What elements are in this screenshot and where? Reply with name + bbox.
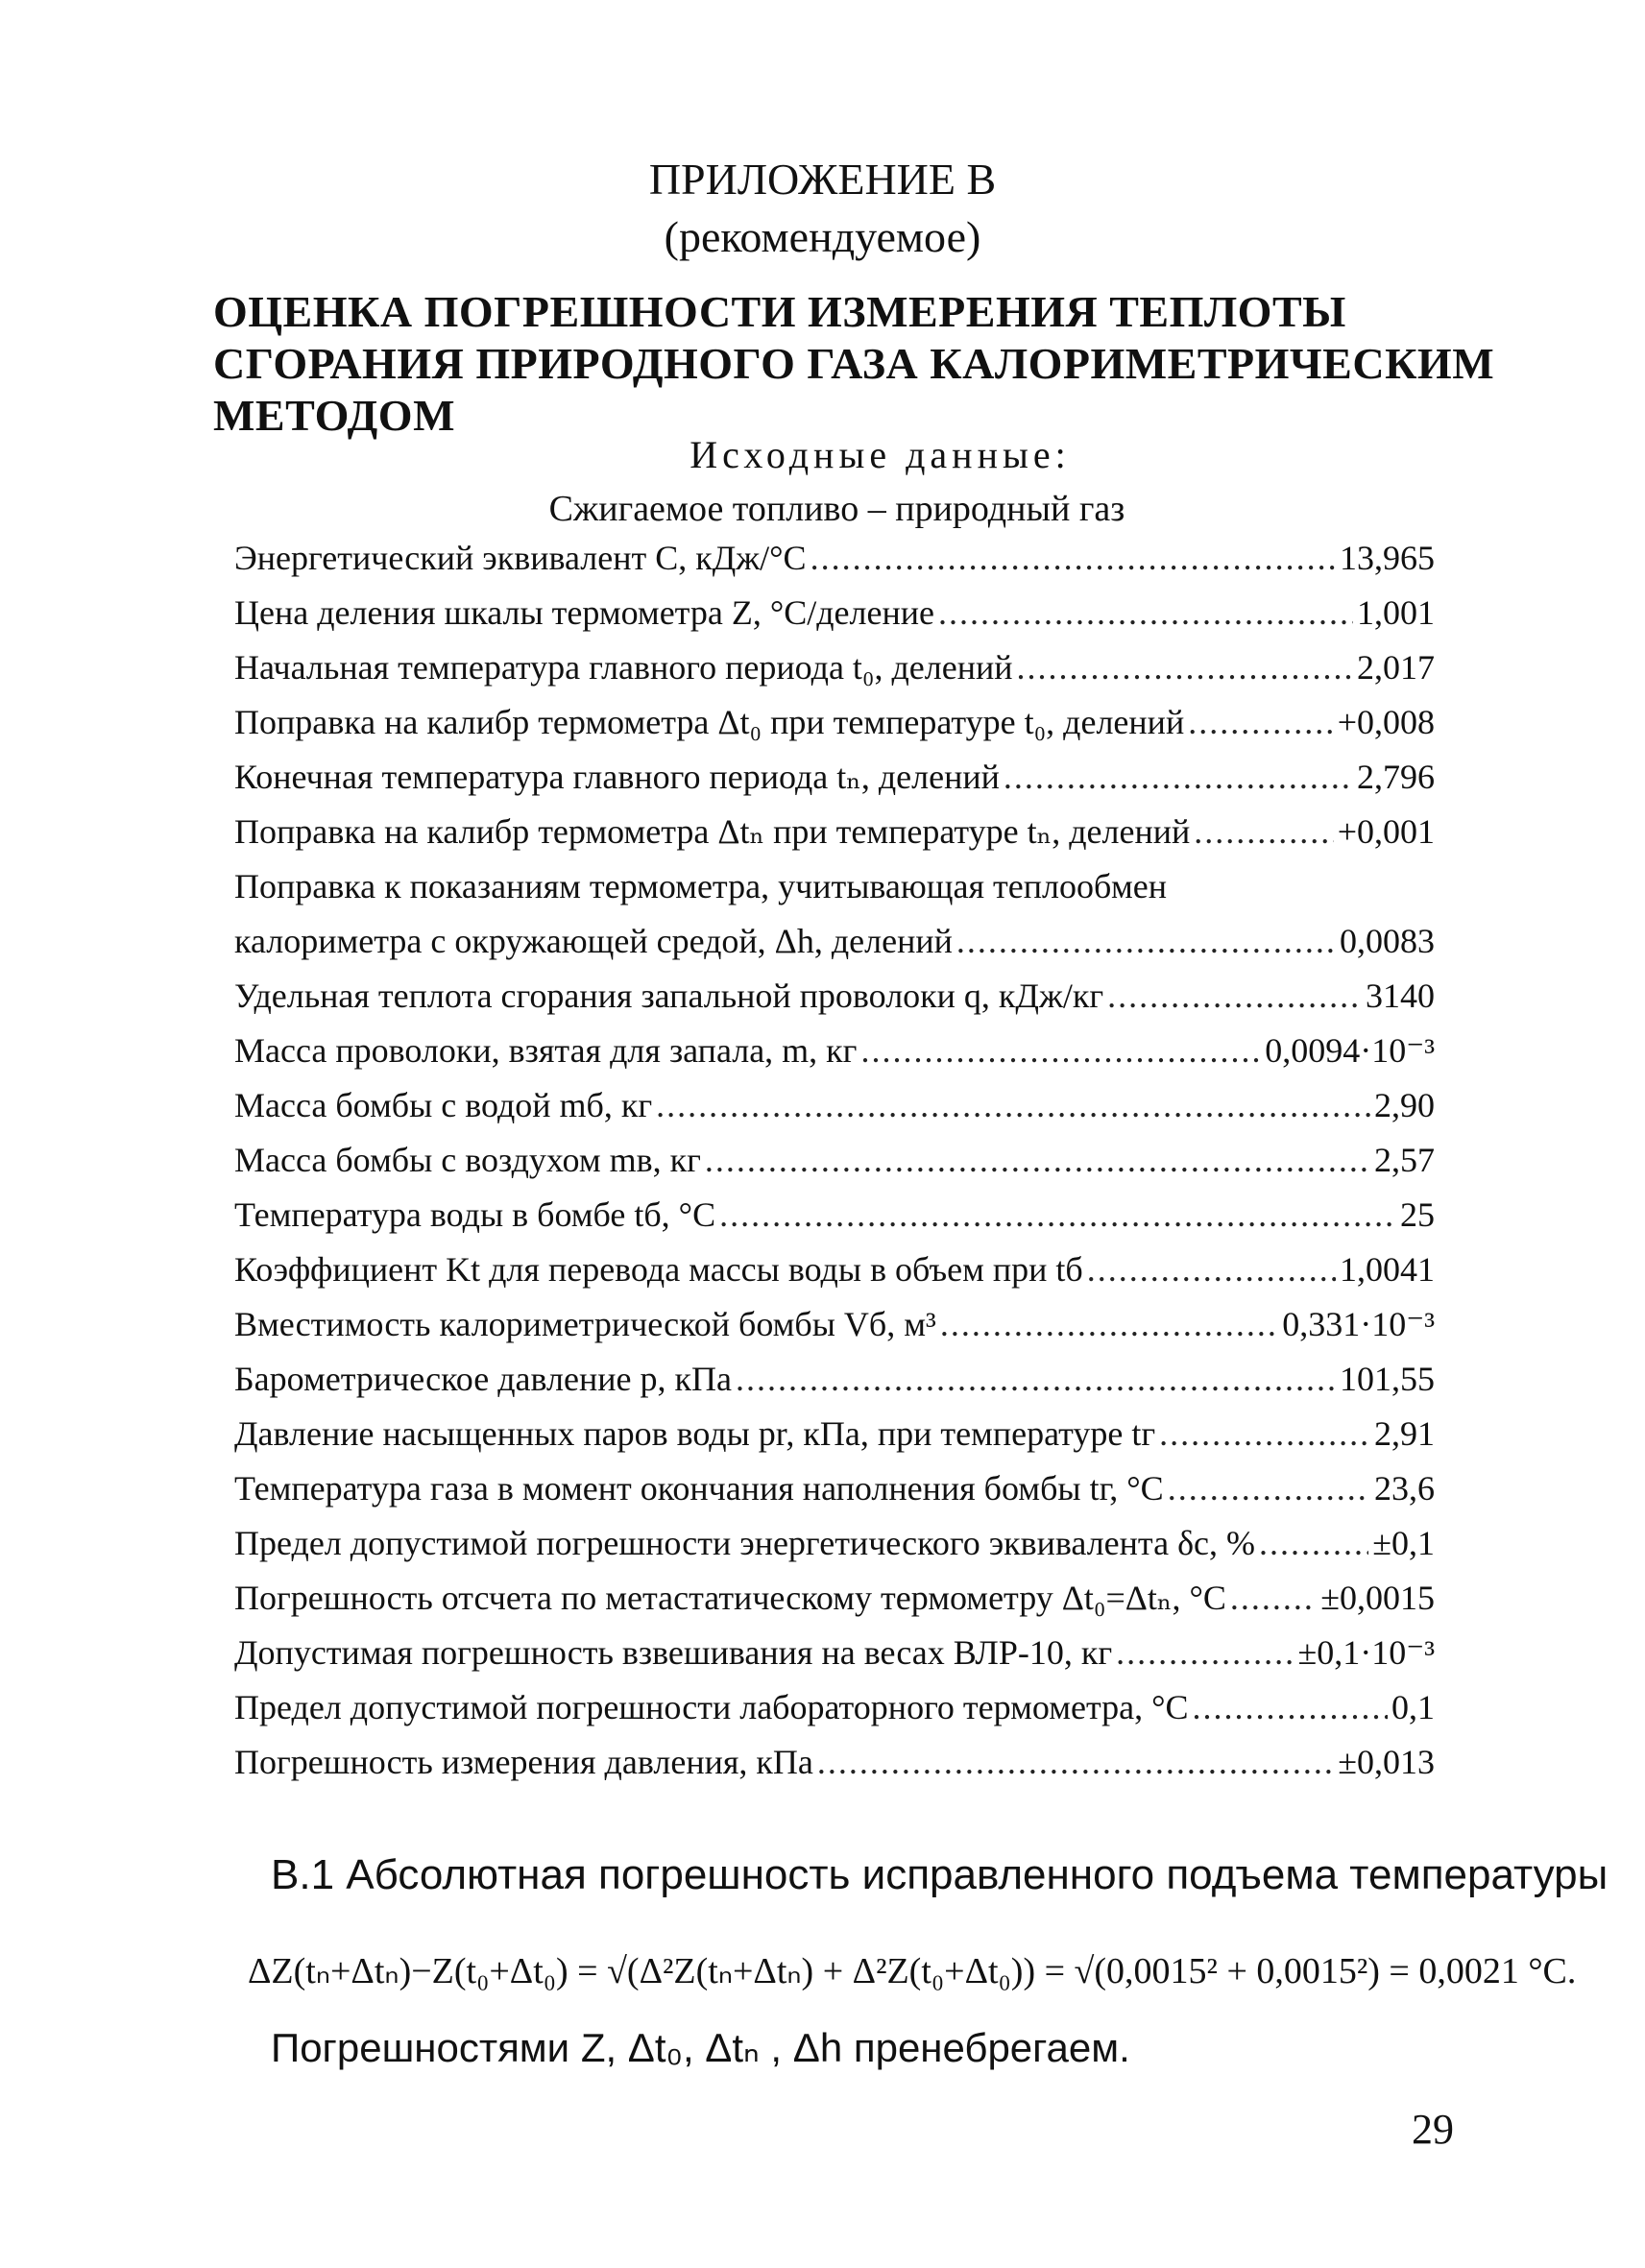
parameter-value: ±0,1·10⁻³ <box>1297 1633 1435 1672</box>
parameter-row <box>234 757 1435 811</box>
parameter-label: Температура газа в момент окончания наполнения бомбы tг, °С <box>234 1469 1164 1508</box>
source-data-heading: Исходные данные: <box>689 433 1071 476</box>
parameter-label: Предел допустимой погрешности лабораторного термометра, °С <box>234 1688 1189 1726</box>
parameter-row <box>234 1632 1435 1687</box>
parameter-row <box>234 1030 1435 1085</box>
parameter-value: 3140 <box>1366 977 1435 1015</box>
parameter-label: Коэффициент Kt для перевода массы воды в объем при tб <box>234 1250 1083 1289</box>
parameter-row <box>234 811 1435 866</box>
leader-dots <box>1017 647 1353 688</box>
parameter-value: 0,0083 <box>1340 922 1435 960</box>
main-title-line: СГОРАНИЯ ПРИРОДНОГО ГАЗА КАЛОРИМЕТРИЧЕСКИМ <box>213 339 1495 388</box>
parameter-label: калориметра с окружающей средой, Δh, делений <box>234 922 953 960</box>
leader-dots <box>719 1194 1396 1235</box>
leader-dots <box>1116 1632 1294 1673</box>
section-b1-heading: В.1 Абсолютная погрешность исправленного подъема температуры <box>271 1851 1609 1898</box>
main-title <box>213 286 1495 442</box>
neglect-line: Погрешностями Z, Δt₀, Δtₙ , Δh пренебрегаем. <box>271 2025 1130 2070</box>
parameter-label: Удельная теплота сгорания запальной проволоки q, кДж/кг <box>234 977 1104 1015</box>
leader-dots <box>956 921 1336 961</box>
parameter-row <box>234 1359 1435 1413</box>
parameter-value: 0,0094·10⁻³ <box>1265 1031 1435 1070</box>
leader-dots <box>1087 1249 1336 1290</box>
parameter-label: Масса бомбы с водой mб, кг <box>234 1086 653 1124</box>
parameter-row <box>234 1413 1435 1468</box>
leader-dots <box>1004 757 1353 797</box>
parameter-label: Цена деления шкалы термометра Z, °С/деление <box>234 593 934 632</box>
parameter-label: Поправка на калибр термометра Δt₀ при температуре t₀, делений <box>234 703 1185 741</box>
parameter-row <box>234 1578 1435 1632</box>
parameter-value: ±0,1 <box>1372 1524 1435 1562</box>
parameter-value: 0,331·10⁻³ <box>1282 1305 1435 1343</box>
parameter-value: +0,001 <box>1337 812 1435 851</box>
parameter-row <box>234 647 1435 702</box>
parameter-value: 13,965 <box>1340 539 1435 577</box>
parameter-row <box>234 976 1435 1030</box>
parameter-label: Температура воды в бомбе tб, °С <box>234 1195 716 1234</box>
parameter-value: ±0,013 <box>1338 1743 1435 1781</box>
parameter-value: 1,001 <box>1357 593 1435 632</box>
main-title-line: МЕТОДОМ <box>213 391 456 440</box>
parameter-value: 101,55 <box>1340 1360 1435 1398</box>
parameter-label: Допустимая погрешность взвешивания на весах ВЛР-10, кг <box>234 1633 1113 1672</box>
leader-dots <box>1168 1468 1370 1508</box>
parameter-value: 25 <box>1400 1195 1435 1234</box>
error-formula <box>248 1928 1577 2015</box>
leader-dots <box>860 1030 1261 1071</box>
parameter-label: Начальная температура главного периода t₀, делений <box>234 648 1013 687</box>
main-title-line: ОЦЕНКА ПОГРЕШНОСТИ ИЗМЕРЕНИЯ ТЕПЛОТЫ <box>213 287 1346 336</box>
leader-dots <box>810 538 1336 578</box>
leader-dots <box>705 1140 1370 1180</box>
parameter-value: 0,1 <box>1391 1688 1435 1726</box>
parameter-row <box>234 592 1435 647</box>
parameter-row <box>234 1140 1435 1194</box>
leader-dots <box>1193 1687 1388 1727</box>
leader-dots <box>656 1085 1370 1125</box>
parameter-row <box>234 702 1435 757</box>
appendix-title: ПРИЛОЖЕНИЕ В <box>648 155 997 204</box>
parameter-row <box>234 1304 1435 1359</box>
parameter-label: Конечная температура главного периода tₙ, делений <box>234 758 1000 796</box>
parameter-value: ±0,0015 <box>1320 1579 1435 1617</box>
parameter-row <box>234 538 1435 592</box>
parameter-row <box>234 1194 1435 1249</box>
parameter-row <box>234 1742 1435 1797</box>
parameter-list <box>234 538 1435 1797</box>
parameter-row <box>234 866 1435 921</box>
parameter-row <box>234 1687 1435 1742</box>
leader-dots <box>940 1304 1278 1344</box>
parameter-label: Масса проволоки, взятая для запала, m, кг <box>234 1031 858 1070</box>
fuel-line: Сжигаемое топливо – природный газ <box>548 489 1125 529</box>
parameter-label: Погрешность отсчета по метастатическому термометру Δt₀=Δtₙ, °С <box>234 1579 1226 1617</box>
formula-text: ΔZ(tₙ+Δtₙ)−Z(t₀+Δt₀) = √(Δ²Z(tₙ+Δtₙ) + Δ²Z(t₀+Δt₀)) = √(0,0015² + 0,0015²) = 0,0021 °С. <box>248 1951 1577 1991</box>
leader-dots <box>736 1359 1336 1399</box>
parameter-row <box>234 1085 1435 1140</box>
parameter-label: Поправка к показаниям термометра, учитывающая теплообмен <box>234 867 1167 905</box>
page-number: 29 <box>1412 2106 1454 2153</box>
parameter-value: 2,57 <box>1374 1141 1435 1179</box>
parameter-value: 2,796 <box>1357 758 1435 796</box>
parameter-label: Барометрическое давление p, кПа <box>234 1360 732 1398</box>
parameter-label: Поправка на калибр термометра Δtₙ при температуре tₙ, делений <box>234 812 1191 851</box>
parameter-value: 1,0041 <box>1340 1250 1435 1289</box>
leader-dots <box>1230 1578 1317 1618</box>
leader-dots <box>938 592 1353 633</box>
parameter-label: Предел допустимой погрешности энергетического эквивалента δс, % <box>234 1524 1256 1562</box>
parameter-label: Энергетический эквивалент C, кДж/°С <box>234 539 807 577</box>
parameter-row <box>234 921 1435 976</box>
parameter-value: 23,6 <box>1374 1469 1435 1508</box>
parameter-value: 2,91 <box>1374 1414 1435 1453</box>
parameter-label: Погрешность измерения давления, кПа <box>234 1743 813 1781</box>
leader-dots <box>1259 1523 1368 1563</box>
parameter-value: 2,017 <box>1357 648 1435 687</box>
leader-dots <box>1188 702 1333 742</box>
leader-dots <box>1194 811 1333 852</box>
parameter-row <box>234 1468 1435 1523</box>
leader-dots <box>1159 1413 1370 1454</box>
parameter-label: Масса бомбы с воздухом mв, кг <box>234 1141 701 1179</box>
parameter-row <box>234 1523 1435 1578</box>
parameter-value: 2,90 <box>1374 1086 1435 1124</box>
appendix-subtitle: (рекомендуемое) <box>664 212 981 261</box>
leader-dots <box>1107 976 1362 1016</box>
parameter-label: Вместимость калориметрической бомбы Vб, м³ <box>234 1305 936 1343</box>
parameter-label: Давление насыщенных паров воды pr, кПа, при температуре tг <box>234 1414 1156 1453</box>
parameter-value: +0,008 <box>1337 703 1435 741</box>
leader-dots <box>817 1742 1334 1782</box>
parameter-row <box>234 1249 1435 1304</box>
